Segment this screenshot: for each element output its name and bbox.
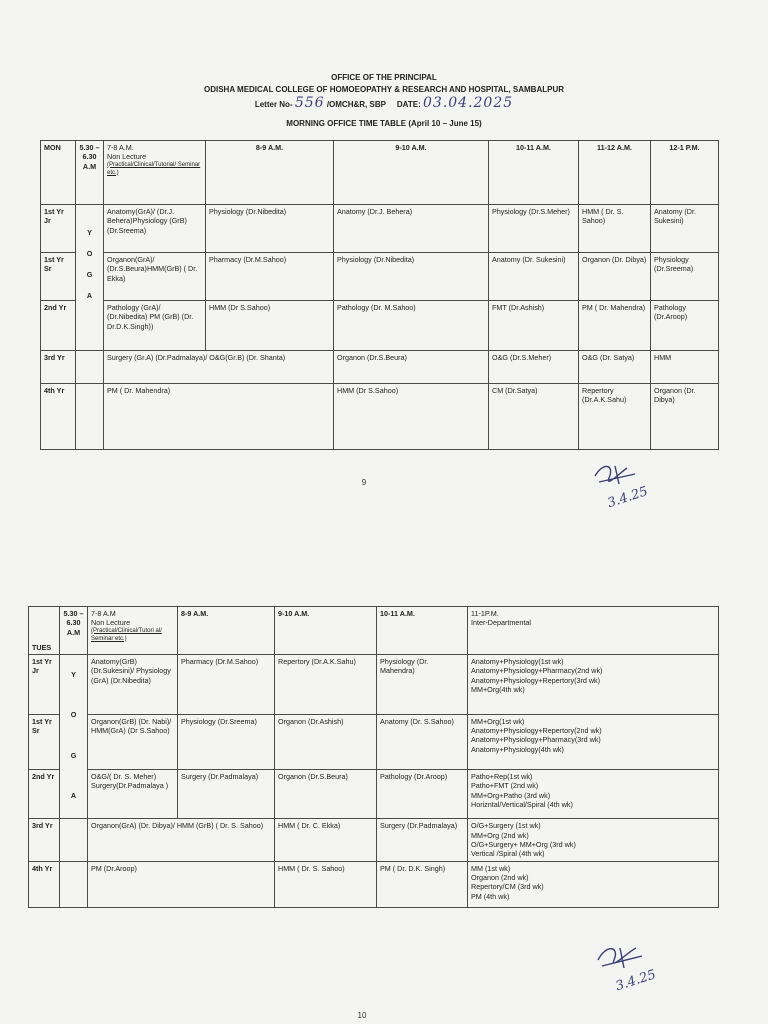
col-header-8-9: 8-9 A.M. xyxy=(178,607,275,655)
list-item: Anatomy+Physiology+Repertory(2nd wk) xyxy=(471,725,602,735)
col-sub: Inter-Departmental xyxy=(471,618,531,628)
office-title: OFFICE OF THE PRINCIPAL xyxy=(331,73,437,82)
list-item: O/G+Surgery+ MM+Org (3rd wk) xyxy=(471,840,576,850)
table-cell: Surgery (Dr.Padmalaya) xyxy=(178,770,275,819)
table-cell: Pharmacy (Dr.M.Sahoo) xyxy=(178,655,275,715)
yoga-letter: O xyxy=(86,248,93,258)
col-title: 7-8 A.M xyxy=(91,609,116,618)
table-cell: Anatomy (Dr. Sukesini) xyxy=(651,205,719,253)
table-cell: Anatomy (Dr. Sukesini) xyxy=(489,253,579,301)
table-cell: Organon(GrA)/ (Dr.S.Beura)HMM(GrB) ( Dr. Ekka) xyxy=(104,253,206,301)
day-label: TUES xyxy=(29,607,60,655)
list-item: Anatomy+Physiology(4th wk) xyxy=(471,744,564,754)
list-item: Organon (2nd wk) xyxy=(471,873,529,883)
table-cell: Organon (Dr.S.Beura) xyxy=(275,770,377,819)
table-cell: O&G/( Dr. S. Meher) Surgery(Dr.Padmalaya ) xyxy=(88,770,178,819)
table-cell: Physiology (Dr.Nibedita) xyxy=(206,205,334,253)
letter-suffix: /OMCH&R, SBP xyxy=(326,100,386,109)
letter-number: 556 xyxy=(294,95,325,111)
table-cell: Organon (Dr. Dibya) xyxy=(579,253,651,301)
col-sub: Non Lecture xyxy=(91,618,131,628)
col-header-9-10: 9-10 A.M. xyxy=(275,607,377,655)
col-note: (Practical/Clinical/Tutori al/ Seminar etc.) xyxy=(91,627,162,642)
col-header-11-1 xyxy=(468,607,719,655)
table-cell: Anatomy (Dr. S.Sahoo) xyxy=(377,714,468,769)
table-cell xyxy=(468,861,719,907)
date-value: 03.04.2025 xyxy=(423,95,514,111)
table-cell: Physiology (Dr.Sreema) xyxy=(651,253,719,301)
table-cell: Physiology (Dr.S.Meher) xyxy=(489,205,579,253)
page-number: 10 xyxy=(357,1011,367,1020)
day-label: MON xyxy=(41,141,76,205)
page-number: 9 xyxy=(361,478,367,487)
yoga-cell xyxy=(76,205,104,351)
letter-line xyxy=(0,95,768,111)
table-cell: Pathology (Dr. M.Sahoo) xyxy=(334,301,489,351)
table-cell: Pathology (Dr.Aroop) xyxy=(651,301,719,351)
table-cell: Physiology (Dr.Sreema) xyxy=(178,714,275,769)
list-item: MM+Org (2nd wk) xyxy=(471,830,529,840)
table-cell: PM ( Dr. D.K. Singh) xyxy=(377,861,468,907)
table-cell: Organon (Dr. Dibya) xyxy=(651,384,719,450)
table-cell: HMM (Dr S.Sahoo) xyxy=(334,384,489,450)
table-cell: HMM ( Dr. S. Sahoo) xyxy=(579,205,651,253)
table-cell xyxy=(60,861,88,907)
list-item: O/G+Surgery (1st wk) xyxy=(471,821,541,831)
table-cell: Pathology (GrA)/ (Dr.Nibedita) PM (GrB) (Dr. Dr.D.K.Singh)) xyxy=(104,301,206,351)
year-label: 3rd Yr xyxy=(29,819,60,861)
table-cell: Organon(GrB) (Dr. Nabi)/ HMM(GrA) (Dr S.Sahoo) xyxy=(88,714,178,769)
col-header-8-9: 8-9 A.M. xyxy=(206,141,334,205)
table-cell: Anatomy (Dr.J. Behera) xyxy=(334,205,489,253)
year-label: 3rd Yr xyxy=(41,351,76,384)
list-item: Anatomy+Physiology+Repertory(3rd wk) xyxy=(471,675,601,685)
table-cell: HMM (Dr S.Sahoo) xyxy=(206,301,334,351)
yoga-letter: G xyxy=(70,750,77,760)
table-cell: PM ( Dr. Mahendra) xyxy=(104,384,334,450)
yoga-letter: A xyxy=(86,290,93,300)
list-item: MM (1st wk) xyxy=(471,863,511,873)
list-item: Anatomy+Physiology+Pharmacy(2nd wk) xyxy=(471,666,603,676)
tuesday-timetable xyxy=(28,606,719,908)
year-label: 1st Yr Jr xyxy=(41,205,76,253)
yoga-letter: Y xyxy=(87,228,92,237)
list-item: Anatomy+Physiology(1st wk) xyxy=(471,657,564,666)
table-cell: Physiology (Dr.Nibedita) xyxy=(334,253,489,301)
table-cell: HMM xyxy=(651,351,719,384)
table-cell: O&G (Dr.S.Meher) xyxy=(489,351,579,384)
table-cell: Pharmacy (Dr.M.Sahoo) xyxy=(206,253,334,301)
table-cell: Surgery (Gr.A) (Dr.Padmalaya)/ O&G(Gr.B) (Dr. Shanta) xyxy=(104,351,334,384)
yoga-time-header: 5.30 – 6.30 A.M xyxy=(76,141,104,205)
table-cell: Surgery (Dr.Padmalaya) xyxy=(377,819,468,861)
table-cell: Repertory (Dr.A.K.Sahu) xyxy=(579,384,651,450)
table-cell: FMT (Dr.Ashish) xyxy=(489,301,579,351)
list-item: Anatomy+Physiology+Pharmacy(3rd wk) xyxy=(471,735,601,745)
table-cell xyxy=(76,351,104,384)
year-label: 1st Yr Jr xyxy=(29,655,60,715)
col-header-12-1: 12-1 P.M. xyxy=(651,141,719,205)
col-title: 11-1P.M. xyxy=(471,609,499,618)
year-label: 1st Yr Sr xyxy=(41,253,76,301)
table-cell: PM (Dr.Aroop) xyxy=(88,861,275,907)
table-cell: Organon (Dr.Ashish) xyxy=(275,714,377,769)
list-item: MM+Org+Patho (3rd wk) xyxy=(471,790,551,800)
table-cell: HMM ( Dr. C. Ekka) xyxy=(275,819,377,861)
col-header-10-11: 10-11 A.M. xyxy=(377,607,468,655)
table-cell: Repertory (Dr.A.K.Sahu) xyxy=(275,655,377,715)
yoga-time-header: 5.30 – 6.30 A.M xyxy=(60,607,88,655)
letter-prefix: Letter No- xyxy=(254,100,293,109)
table-cell xyxy=(468,770,719,819)
year-label: 2nd Yr xyxy=(29,770,60,819)
table-cell: HMM ( Dr. S. Sahoo) xyxy=(275,861,377,907)
table-cell xyxy=(60,819,88,861)
list-item: PM (4th wk) xyxy=(471,891,510,901)
yoga-letter: Y xyxy=(71,670,76,679)
signature-date: 3.4.25 xyxy=(613,967,658,995)
table-cell: Anatomy(GrA)/ (Dr.J. Behera)Physiology (GrB) (Dr.Sreema) xyxy=(104,205,206,253)
timetable-subtitle: MORNING OFFICE TIME TABLE (April 10 – June 15) xyxy=(286,119,482,128)
table-cell: Organon (Dr.S.Beura) xyxy=(334,351,489,384)
yoga-cell xyxy=(60,655,88,819)
list-item: Patho+Rep(1st wk) xyxy=(471,772,533,782)
year-label: 4th Yr xyxy=(29,861,60,907)
table-cell: PM ( Dr. Mahendra) xyxy=(579,301,651,351)
col-title: 7-8 A.M. xyxy=(107,143,134,152)
list-item: Repertory/CM (3rd wk) xyxy=(471,882,544,892)
col-header-10-11: 10-11 A.M. xyxy=(489,141,579,205)
table-cell xyxy=(468,819,719,861)
signature-image xyxy=(585,458,675,518)
yoga-letter: O xyxy=(70,710,77,720)
table-cell xyxy=(76,384,104,450)
col-note: (Practical/Clinical/Tutorial/ Seminar etc.) xyxy=(107,161,201,176)
table-cell: Pathology (Dr.Aroop) xyxy=(377,770,468,819)
table-cell: CM (Dr.Satya) xyxy=(489,384,579,450)
table-cell xyxy=(468,655,719,715)
list-item: Patho+FMT (2nd wk) xyxy=(471,781,539,791)
table-cell xyxy=(468,714,719,769)
table-cell: Physiology (Dr. Mahendra) xyxy=(377,655,468,715)
list-item: MM+Org(4th wk) xyxy=(471,685,525,695)
yoga-letter: A xyxy=(70,790,77,800)
col-header-11-12: 11-12 A.M. xyxy=(579,141,651,205)
monday-timetable xyxy=(40,140,719,450)
col-sub: Non Lecture xyxy=(107,152,147,162)
col-header-9-10: 9-10 A.M. xyxy=(334,141,489,205)
col-header-7-8 xyxy=(88,607,178,655)
college-name: ODISHA MEDICAL COLLEGE OF HOMOEOPATHY & RESEARCH AND HOSPITAL, SAMBALPUR xyxy=(203,85,564,94)
signature-image xyxy=(590,938,680,998)
list-item: Horizntal/Vertical/Spiral (4th wk) xyxy=(471,800,573,810)
table-cell: Anatomy(GrB) (Dr.Sukesini)/ Physiology (GrA) (Dr.Nibedita) xyxy=(88,655,178,715)
col-header-7-8 xyxy=(104,141,206,205)
year-label: 1st Yr Sr xyxy=(29,714,60,769)
yoga-letter: G xyxy=(86,269,93,279)
year-label: 2nd Yr xyxy=(41,301,76,351)
signature-date: 3.4.25 xyxy=(605,484,650,512)
table-cell: Organon(GrA) (Dr. Dibya)/ HMM (GrB) ( Dr. S. Sahoo) xyxy=(88,819,275,861)
year-label: 4th Yr xyxy=(41,384,76,450)
list-item: MM+Org(1st wk) xyxy=(471,716,525,726)
table-cell: O&G (Dr. Satya) xyxy=(579,351,651,384)
list-item: Vertical /Spiral (4th wk) xyxy=(471,849,545,859)
date-label: DATE: xyxy=(396,100,421,109)
